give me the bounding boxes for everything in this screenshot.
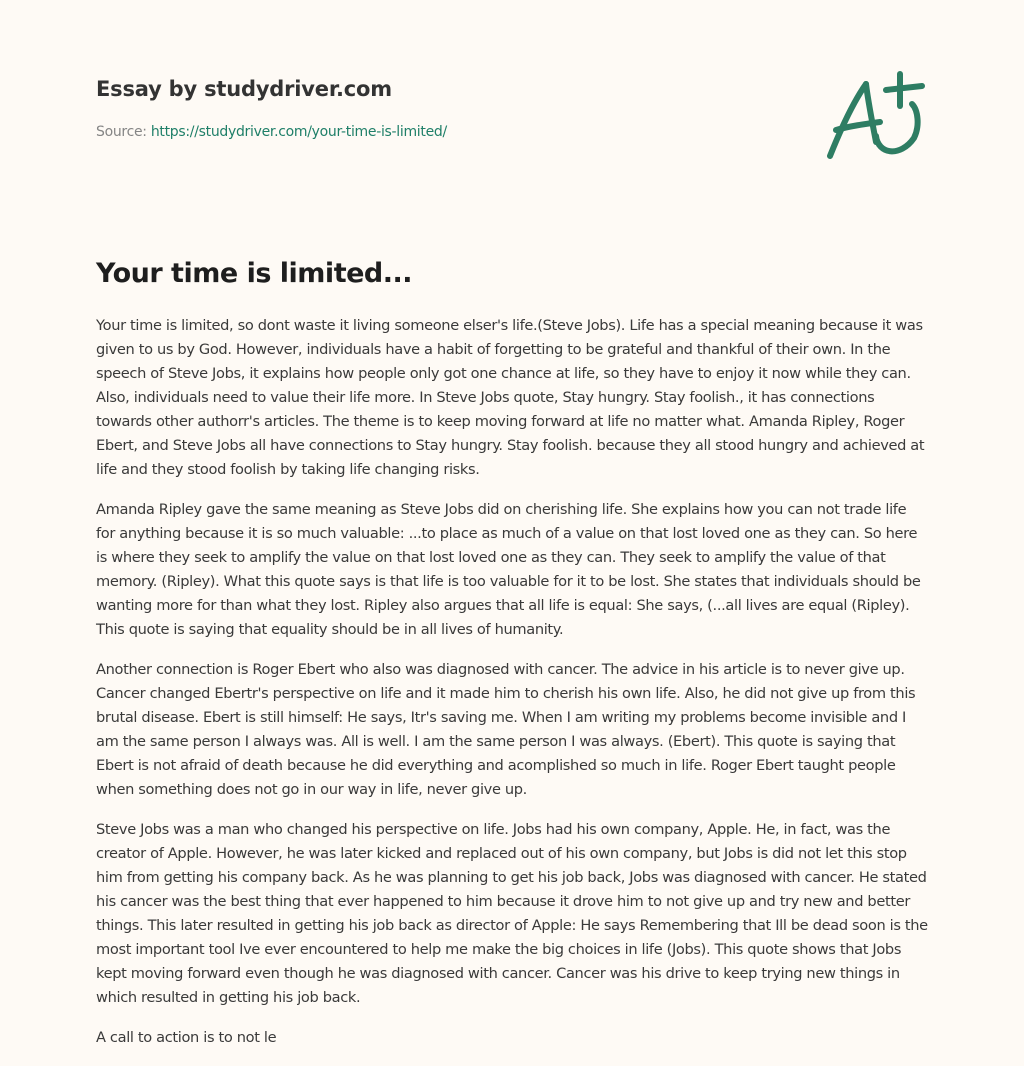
source-label: Source: bbox=[96, 124, 151, 140]
site-title: Essay by studydriver.com bbox=[96, 77, 392, 101]
essay-paragraph-truncated: A call to action is to not le bbox=[96, 1029, 277, 1046]
source-link[interactable]: https://studydriver.com/your-time-is-limited/ bbox=[150, 124, 447, 140]
essay-title: Your time is limited... bbox=[96, 258, 413, 289]
essay-paragraph: Steve Jobs was a man who changed his perspective on life. Jobs had his own company, Apple. He, in fact, was the creator of Apple. However, he was later kicked and replaced out of his own company, but Jobs is did not let this stop him from getting his company back. As he was planning to get his job back, Jobs was diagnosed with cancer. He stated his cancer was the best thing that ever happened to him because it drove him to not give up and try new and better things. This later resulted in getting his job back as director of Apple: He says Remembering that Ill be dead soon is the most important tool Ive ever encountered to help me make the big choices in life (Jobs). This quote shows that Jobs kept moving forward even though he was diagnosed with cancer. Cancer was his drive to keep trying new things in which resulted in getting his job back. bbox=[96, 821, 928, 1006]
essay-body bbox=[96, 314, 928, 1050]
essay-paragraph: Another connection is Roger Ebert who also was diagnosed with cancer. The advice in his article is to never give up. Cancer changed Ebertr's perspective on life and it made him to cherish his own life. Also, he did not give up from this brutal disease. Ebert is still himself: He says, Itr's saving me. When I am writing my problems become invisible and I am the same person I always was. All is well. I am the same person I was always. (Ebert). This quote is saying that Ebert is not afraid of death because he did everything and acomplished so much in life. Roger Ebert taught people when something does not go in our way in life, never give up. bbox=[96, 661, 916, 798]
a-plus-grade-icon bbox=[820, 66, 930, 166]
essay-paragraph: Amanda Ripley gave the same meaning as Steve Jobs did on cherishing life. She explains how you can not trade life for anything because it is so much valuable: ...to place as much of a value on that lost loved one as they can. So here is where they seek to amplify the value on that lost loved one as they can. They seek to amplify the value of that memory. (Ripley). What this quote says is that life is too valuable for it to be lost. She states that individuals should be wanting more for than what they lost. Ripley also argues that all life is equal: She says, (...all lives are equal (Ripley). This quote is saying that equality should be in all lives of humanity. bbox=[96, 501, 921, 638]
essay-paragraph: Your time is limited, so dont waste it living someone elser's life.(Steve Jobs). Life has a special meaning because it was given to us by God. However, individuals have a habit of forgetting to be grateful and thankful of their own. In the speech of Steve Jobs, it explains how people only got one chance at life, so they have to enjoy it now while they can. Also, individuals need to value their life more. In Steve Jobs quote, Stay hungry. Stay foolish., it has connections towards other authorr's articles. The theme is to keep moving forward at life no matter what. Amanda Ripley, Roger Ebert, and Steve Jobs all have connections to Stay hungry. Stay foolish. because they all stood hungry and achieved at life and they stood foolish by taking life changing risks. bbox=[96, 317, 925, 478]
source-line bbox=[96, 122, 856, 142]
essay-header bbox=[96, 74, 856, 142]
